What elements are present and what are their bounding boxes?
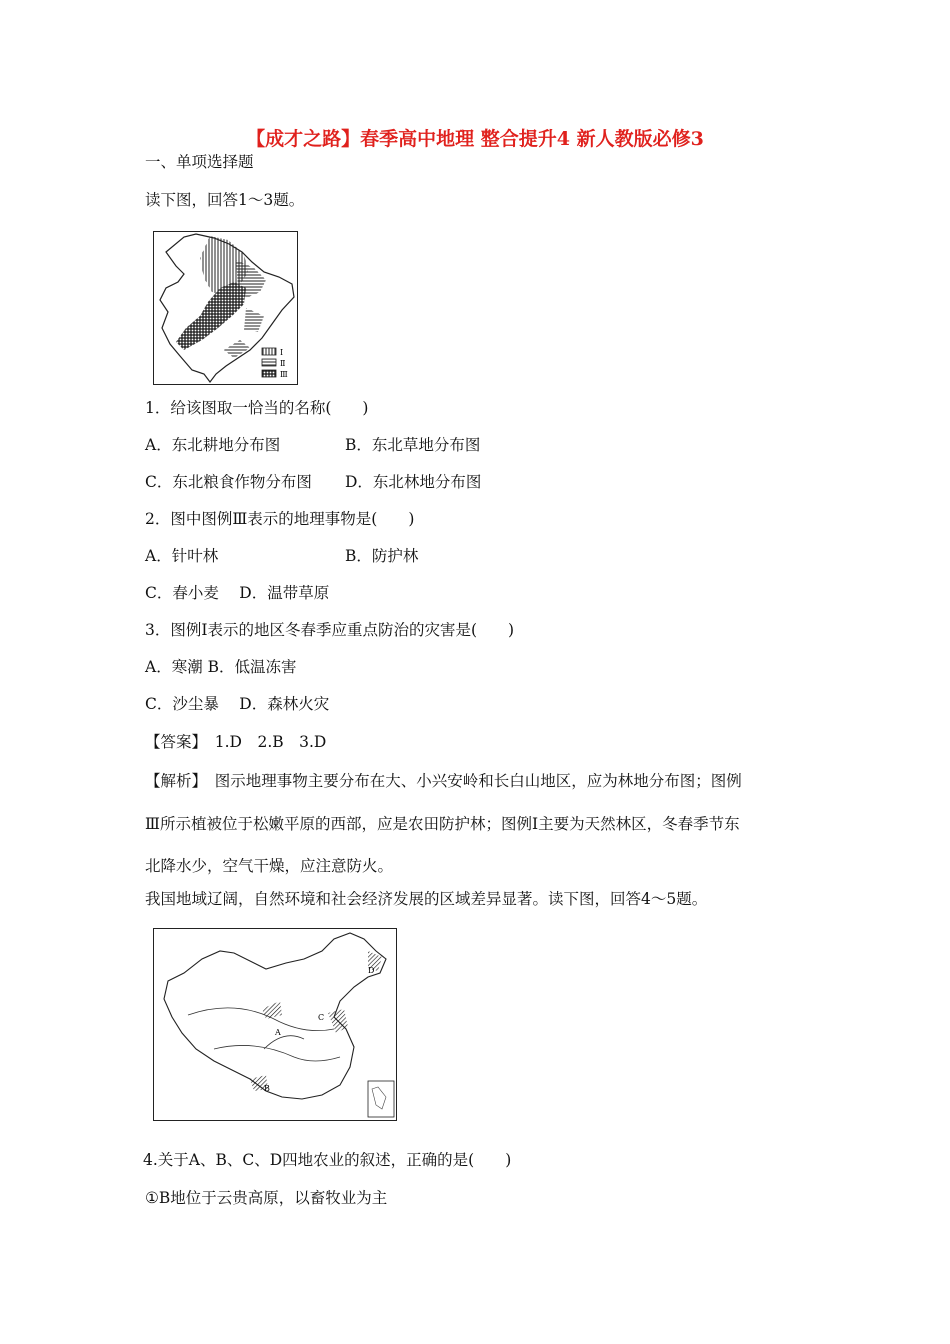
map-label-a: A [275,1028,281,1037]
q3-options-cd: C．沙尘暴 D．森林火灾 [145,695,330,713]
analysis-line-2: Ⅲ所示植被位于松嫩平原的西部，应是农田防护林；图例Ⅰ主要为天然林区，冬春季节东 [145,815,740,833]
q3-stem: 3．图例Ⅰ表示的地区冬春季应重点防治的灾害是( ) [145,621,515,639]
analysis-line-1: 【解析】 图示地理事物主要分布在大、小兴安岭和长白山地区，应为林地分布图；图例 [145,772,742,790]
intro-1: 读下图，回答1～3题。 [145,191,305,209]
q4-statement-1: ①B地位于云贵高原，以畜牧业为主 [145,1189,388,1207]
northeast-map-figure [154,232,297,384]
q1-option-c: C．东北粮食作物分布图 [145,473,312,491]
document-title: 【成才之路】春季高中地理 整合提升4 新人教版必修3 [246,128,704,150]
q2-option-a: A．针叶林 [145,547,219,565]
q1-option-d: D．东北林地分布图 [345,473,482,491]
legend-label-1: Ⅰ [280,348,284,357]
analysis-line-3: 北降水少，空气干燥，应注意防火。 [145,857,394,875]
northeast-map [153,231,298,385]
q1-option-b: B．东北草地分布图 [345,436,481,454]
china-map-figure [154,929,396,1120]
answer-line: 【答案】 1.D 2.B 3.D [145,733,327,751]
legend-label-2: Ⅱ [280,359,286,368]
q1-option-a: A．东北耕地分布图 [145,436,281,454]
q2-options-cd: C．春小麦 D．温带草原 [145,584,330,602]
intro-2: 我国地域辽阔，自然环境和社会经济发展的区域差异显著。读下图，回答4～5题。 [145,890,708,908]
q3-options-ab: A．寒潮 B．低温冻害 [145,658,297,676]
china-map [153,928,397,1121]
map-label-b: B [264,1084,270,1093]
map-label-c: C [318,1013,325,1022]
q2-stem: 2．图中图例Ⅲ表示的地理事物是( ) [145,510,415,528]
q1-stem: 1．给该图取一恰当的名称( ) [145,399,369,417]
section-heading: 一、单项选择题 [145,153,254,171]
q4-stem: 4.关于A、B、C、D四地农业的叙述，正确的是( ) [143,1151,512,1169]
map-label-d: D [368,966,375,975]
q2-option-b: B．防护林 [345,547,419,565]
legend-label-3: Ⅲ [280,370,288,379]
